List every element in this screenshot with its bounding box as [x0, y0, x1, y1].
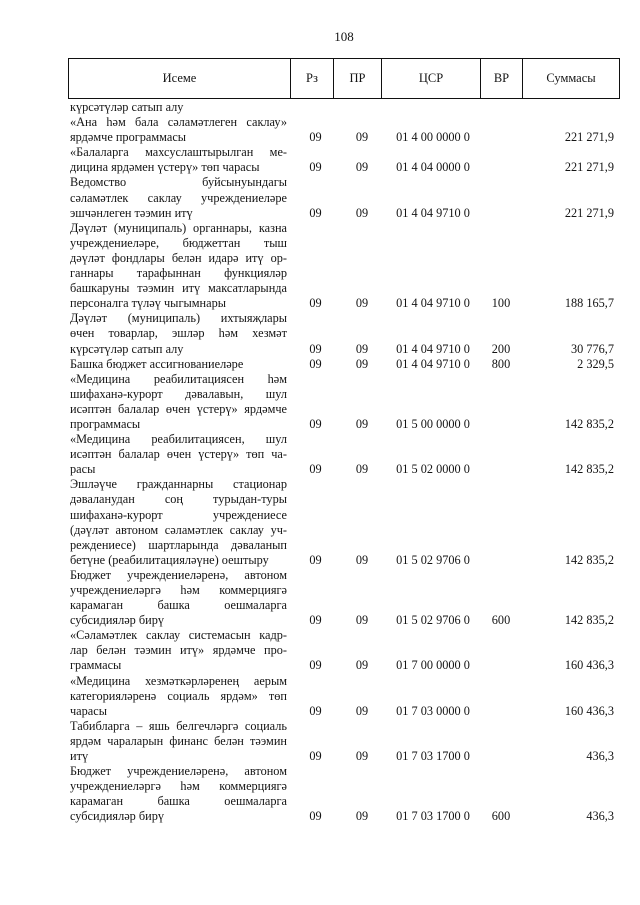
row-name-line: исәптән балалар өчен үстерү» төп ча-: [70, 447, 287, 462]
sum-amount: [522, 100, 619, 115]
row-name-line: «Ана һәм бала сәламәтлеген саклау»: [70, 115, 287, 130]
sum-amount: 221 271,9: [564, 205, 614, 220]
header-vr: ВР: [480, 59, 522, 98]
row-name: [69, 175, 290, 220]
sum-amount: 436,3: [586, 809, 614, 824]
rz-code: 09: [309, 462, 322, 477]
table-row: [69, 145, 619, 175]
row-name-line: «Медицина реабилитациясен һәм: [70, 371, 287, 386]
vr-code: 800: [491, 356, 511, 371]
header-pr: ПР: [333, 59, 381, 98]
sum-amount: 160 436,3: [564, 658, 614, 673]
row-name: [69, 372, 290, 432]
row-name-line: дицина ярдәмен үстерү» төп чарасы: [70, 160, 260, 175]
row-name-line: Бюджет учреждениеләренә, автоном: [70, 567, 287, 582]
vr-code: [480, 130, 522, 145]
row-name: [69, 628, 290, 673]
sum-amount: 188 165,7: [564, 296, 614, 311]
row-name-line: ярдәмче программасы: [70, 130, 187, 145]
row-name-line: исәптән балалар өчен үстерү» ярдәмче: [70, 401, 287, 416]
table-row: [69, 357, 619, 372]
rz-code: 09: [309, 658, 322, 673]
vr-code: [480, 658, 522, 673]
rz-code: 09: [309, 552, 322, 567]
row-name-line: чарасы: [70, 703, 107, 718]
table-row: [69, 719, 619, 764]
table-header: [68, 58, 620, 99]
header-rz: Рз: [290, 59, 333, 98]
vr-code: 200: [491, 341, 511, 356]
sum-amount: 142 835,2: [564, 552, 614, 567]
row-name-line: «Медицина реабилитациясен, шул: [70, 432, 287, 447]
csr-code: 01 4 04 9710 0: [396, 296, 470, 311]
row-name-line: күрсәтүләр сатып алу: [70, 341, 184, 356]
row-name: [69, 100, 290, 115]
row-name-line: «Сәламәтлек саклау системасын кадр-: [70, 628, 287, 643]
row-name-line: «Медицина хезмәткәрләренең аерым: [70, 673, 287, 688]
csr-code: 01 7 00 0000 0: [396, 658, 470, 673]
vr-code: 600: [491, 613, 511, 628]
row-name-line: лар белән тәэмин итү» ярдәмче про-: [70, 643, 287, 658]
sum-amount: 160 436,3: [564, 703, 614, 718]
vr-code: 100: [491, 296, 511, 311]
rz-code: 09: [309, 703, 322, 718]
row-name: [69, 311, 290, 356]
row-name-line: субсидияләр бирү: [70, 809, 165, 824]
header-csr: ЦСР: [381, 59, 480, 98]
csr-code: 01 7 03 0000 0: [396, 703, 470, 718]
table-body: [69, 100, 619, 825]
row-name-line: ярдәм чараларын финанс белән тәэмин: [70, 733, 287, 748]
vr-code: [480, 417, 522, 432]
row-name-line: граммасы: [70, 658, 122, 673]
pr-code: [333, 100, 381, 115]
rz-code: 09: [309, 749, 322, 764]
table-row: [69, 175, 619, 220]
csr-code: 01 5 00 0000 0: [396, 416, 470, 431]
pr-code: 09: [355, 613, 369, 628]
rz-code: 09: [309, 416, 322, 431]
sum-amount: 221 271,9: [564, 130, 614, 145]
csr-code: 01 5 02 9706 0: [396, 613, 470, 628]
row-name: [69, 477, 290, 568]
row-name-line: реждениесе) шартларында дәваланып: [70, 537, 287, 552]
rz-code: 09: [309, 160, 322, 175]
row-name-line: субсидияләр бирү: [70, 613, 165, 628]
table-row: [69, 100, 619, 115]
header-sum: Суммасы: [522, 59, 619, 98]
sum-amount: 142 835,2: [564, 416, 614, 431]
row-name: [69, 764, 290, 824]
pr-code: 09: [355, 462, 369, 477]
row-name-line: дәваланудан соң турыдан-туры: [70, 492, 287, 507]
row-name: [69, 357, 290, 372]
row-name-line: карамаган башка оешмаларга: [70, 598, 287, 613]
row-name-line: өчен товарлар, эшләр һәм хезмәт: [70, 326, 287, 341]
table-row: [69, 221, 619, 312]
table-row: [69, 115, 619, 145]
row-name-line: Бюджет учреждениеләренә, автоном: [70, 764, 287, 779]
row-name-line: шифаханә-курорт учреждениесе: [70, 507, 287, 522]
csr-code: 01 5 02 9706 0: [396, 552, 470, 567]
pr-code: 09: [355, 205, 369, 220]
table-row: [69, 674, 619, 719]
row-name-line: башкаруны тәэмин итү максатларында: [70, 281, 287, 296]
row-name-line: дәүләт фондлары белән идарә итү ор-: [70, 250, 287, 265]
csr-code: 01 4 04 9710 0: [396, 341, 470, 356]
row-name-line: персоналга түләү чыгымнары: [70, 296, 226, 311]
row-name: [69, 432, 290, 477]
pr-code: 09: [355, 416, 369, 431]
sum-amount: 2 329,5: [577, 356, 614, 371]
row-name: [69, 221, 290, 312]
sum-amount: 436,3: [586, 749, 614, 764]
row-name: [69, 568, 290, 628]
row-name-line: Табибларга – яшь белгечләргә социаль: [70, 718, 287, 733]
csr-code: 01 4 04 0000 0: [396, 160, 470, 175]
csr-code: [381, 100, 480, 115]
pr-code: 09: [355, 809, 369, 824]
row-name-line: Ведомство буйсынуындагы: [70, 175, 287, 190]
rz-code: 09: [309, 356, 322, 371]
rz-code: 09: [309, 613, 322, 628]
vr-code: [480, 553, 522, 568]
csr-code: 01 7 03 1700 0: [396, 809, 470, 824]
row-name-line: сәламәтлек саклау учреждениеләре: [70, 190, 287, 205]
rz-code: 09: [309, 341, 322, 356]
row-name-line: «Балаларга махсуслаштырылган ме-: [70, 145, 287, 160]
table-row: [69, 477, 619, 568]
csr-code: 01 4 00 0000 0: [396, 130, 470, 145]
row-name-line: итү: [70, 749, 89, 764]
rz-code: 09: [309, 205, 322, 220]
rz-code: 09: [309, 809, 322, 824]
row-name-line: күрсәтүләр сатып алу: [70, 100, 184, 114]
sum-amount: 221 271,9: [564, 160, 614, 175]
vr-code: [480, 206, 522, 221]
row-name-line: программасы: [70, 416, 141, 431]
pr-code: 09: [355, 341, 369, 356]
sum-amount: 142 835,2: [564, 613, 614, 628]
pr-code: 09: [355, 749, 369, 764]
pr-code: 09: [355, 356, 369, 371]
row-name: [69, 674, 290, 719]
pr-code: 09: [355, 296, 369, 311]
pr-code: 09: [355, 703, 369, 718]
row-name-line: Дәүләт (муниципаль) органнары, казна: [70, 220, 287, 235]
row-name: [69, 719, 290, 764]
row-name-line: шифаханә-курорт дәвалавын, шул: [70, 386, 287, 401]
row-name-line: Дәүләт (муниципаль) ихтыяҗлары: [70, 311, 287, 326]
csr-code: 01 4 04 9710 0: [396, 356, 470, 371]
row-name-line: учреждениеләре, бюджеттан тыш: [70, 235, 287, 250]
pr-code: 09: [355, 552, 369, 567]
pr-code: 09: [355, 658, 369, 673]
vr-code: [480, 160, 522, 175]
row-name-line: Башка бюджет ассигнованиеләре: [70, 356, 244, 371]
table-row: [69, 764, 619, 824]
csr-code: 01 5 02 0000 0: [396, 462, 470, 477]
sum-amount: 142 835,2: [564, 462, 614, 477]
pr-code: 09: [355, 130, 369, 145]
table-row: [69, 311, 619, 356]
row-name-line: эшчәнлеген тәэмин итү: [70, 205, 193, 220]
row-name-line: расы: [70, 462, 96, 477]
table-row: [69, 628, 619, 673]
rz-code: 09: [309, 130, 322, 145]
table-row: [69, 372, 619, 432]
table-row: [69, 568, 619, 628]
vr-code: [480, 704, 522, 719]
rz-code: 09: [309, 296, 322, 311]
row-name: [69, 145, 290, 175]
vr-code: 600: [491, 809, 511, 824]
row-name-line: категорияләренә социаль ярдәм» төп: [70, 688, 287, 703]
row-name-line: ганнары тарафыннан функцияләр: [70, 266, 287, 281]
vr-code: [480, 100, 522, 115]
header-name: Исеме: [162, 71, 197, 85]
row-name: [69, 115, 290, 145]
rz-code: [290, 100, 333, 115]
page-number: 108: [334, 29, 354, 44]
csr-code: 01 4 04 9710 0: [396, 205, 470, 220]
row-name-line: Эшләүче гражданнарны стационар: [70, 477, 287, 492]
sum-amount: 30 776,7: [570, 341, 614, 356]
row-name-line: учреждениеләргә һәм коммерциягә: [70, 779, 287, 794]
row-name-line: (дәүләт автоном сәламәтлек саклау уч-: [70, 522, 287, 537]
vr-code: [480, 462, 522, 477]
row-name-line: бетүне (реабилитацияләүне) оештыру: [70, 552, 269, 567]
pr-code: 09: [355, 160, 369, 175]
vr-code: [480, 749, 522, 764]
table-row: [69, 432, 619, 477]
csr-code: 01 7 03 1700 0: [396, 749, 470, 764]
row-name-line: карамаган башка оешмаларга: [70, 794, 287, 809]
row-name-line: учреждениеләргә һәм коммерциягә: [70, 583, 287, 597]
